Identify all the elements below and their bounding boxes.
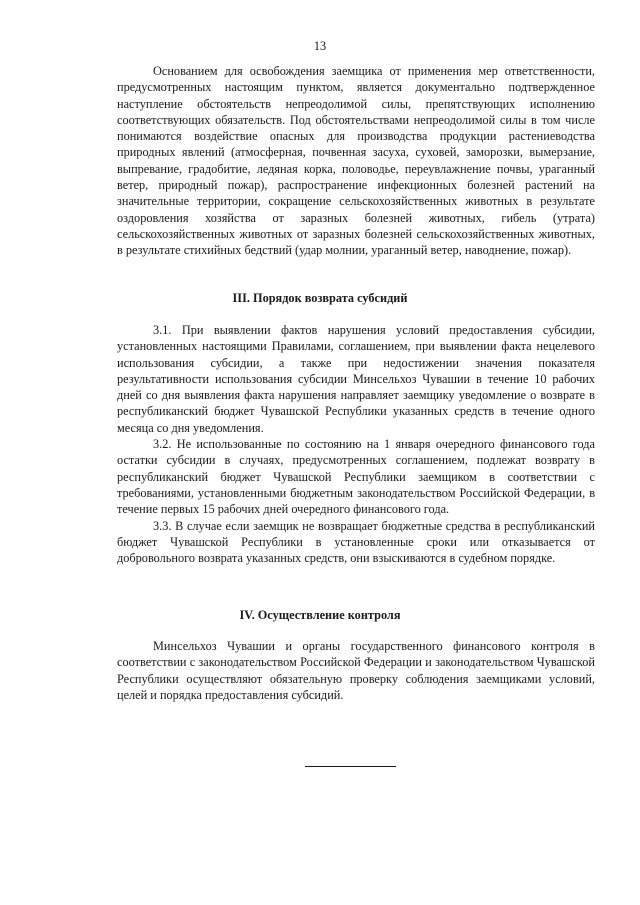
paragraph-3-3: 3.3. В случае если заемщик не возвращает бюджетные средства в республиканский бюджет Чувашской Республики в установленные сроки или отказывается от добровольного возврата указанных средств, они взыскиваются в судебном порядке.	[117, 518, 595, 566]
paragraph-3-1: 3.1. При выявлении фактов нарушения условий предоставления субсидии, установленных настоящими Правилами, соглашением, при выявлении факта нецелевого использования субсидии, а также при недостижении значения показателя результативности использования субсидии Минсельхоз Чувашии в течение 10 рабочих дней со дня выявления факта нарушения направляет заемщику уведомление о возврате в республиканский бюджет Чувашской Республики указанных средств в течение одного месяца со дня уведомления.	[117, 323, 595, 435]
subsidy-return-section	[117, 322, 595, 566]
paragraph: Основанием для освобождения заемщика от применения мер ответственности, предусмотренных настоящим пунктом, является документально подтвержденное наступление обстоятельств непреодолимой силы, препятствующих исполнению соответствующих обязательств. Под обстоятельствами непреодолимой силы в том числе понимаются воздействие опасных для производства продукции растениеводства природных явлений (атмосферная, почвенная засуха, суховей, заморозки, вымерзание, выпревание, градобитие, ледяная корка, половодье, переувлажнение почвы, ураганный ветер, природный пожар), распространение инфекционных болезней растений на значительные территории, сокращение сельскохозяйственных животных в результате оздоровления хозяйства от заразных болезней животных, гибель (утрата) сельскохозяйственных животных от заразных болезней сельскохозяйственных животных, в результате стихийных бедствий (удар молнии, ураганный ветер, наводнение, пожар).	[117, 64, 595, 258]
section-heading-iii: III. Порядок возврата субсидий	[232, 291, 408, 305]
control-section	[117, 638, 595, 703]
section-heading-iv: IV. Осуществление контроля	[239, 608, 401, 622]
page-number: 13	[313, 39, 327, 53]
end-separator-line	[305, 766, 396, 767]
force-majeure-section	[117, 63, 595, 259]
paragraph-3-2: 3.2. Не использованные по состоянию на 1 января очередного финансового года остатки субсидии в случаях, предусмотренных соглашением, подлежат возврату в республиканский бюджет Чувашской Республики заемщиком в соответствии с требованиями, установленными бюджетным законодательством Российской Федерации, в течение первых 15 рабочих дней очередного финансового года.	[117, 437, 595, 517]
paragraph: Минсельхоз Чувашии и органы государственного финансового контроля в соответствии с законодательством Российской Федерации и законодательством Чувашской Республики осуществляют обязательную проверку соблюдения заемщиками условий, целей и порядка предоставления субсидий.	[117, 639, 595, 702]
